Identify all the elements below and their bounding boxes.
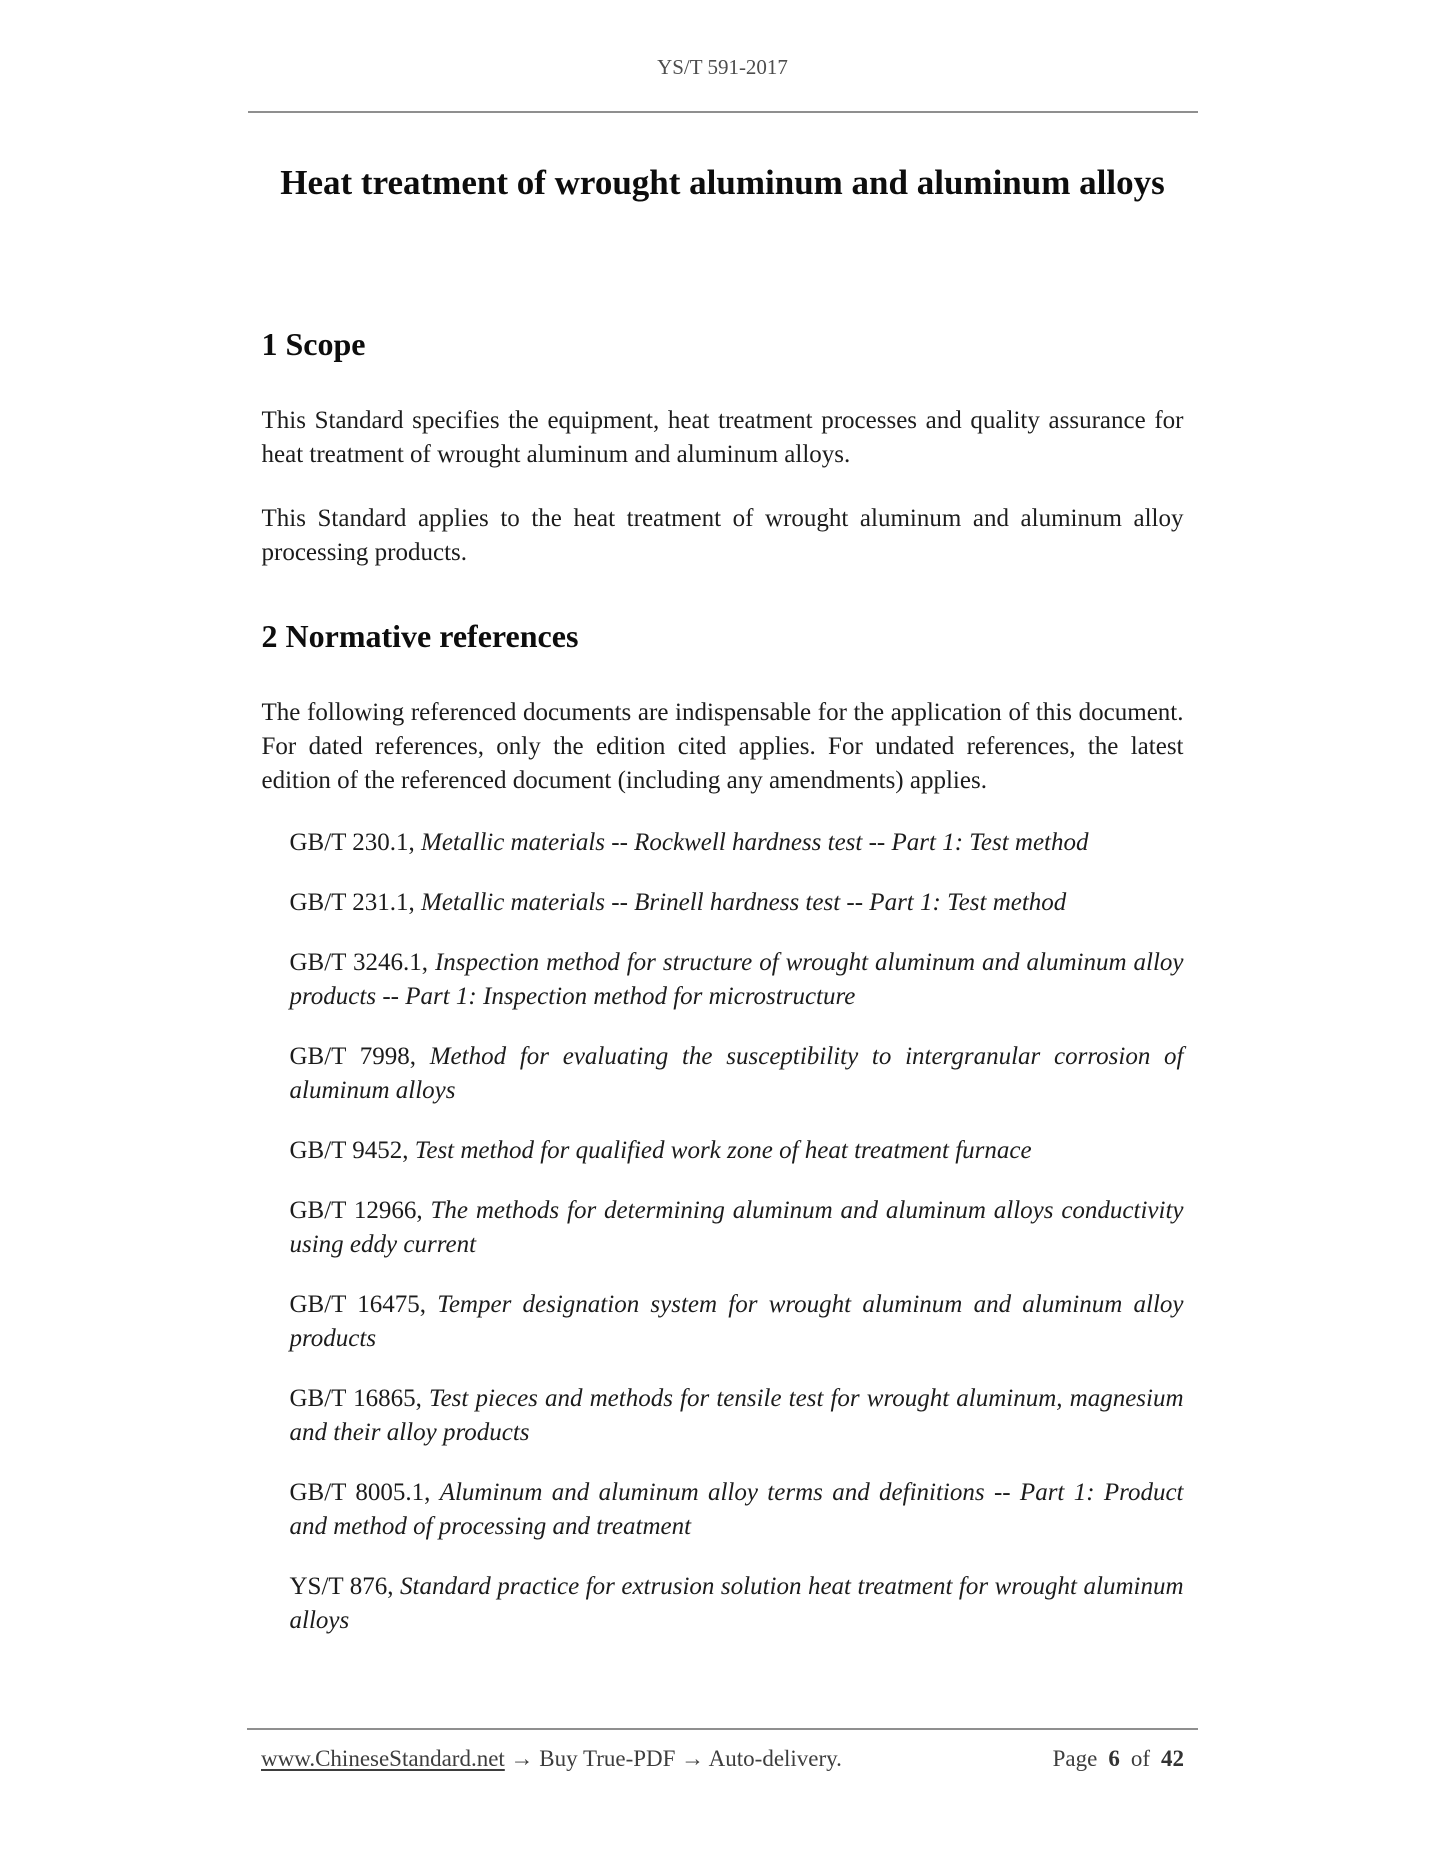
reference-title: Temper designation system for wrought aluminum and aluminum alloy products bbox=[289, 1291, 1184, 1352]
normative-references-intro: The following referenced documents are indispensable for the application of this document. For dated references, only the edition cited applies. For undated references, the latest edition of the referenced document (including any amendments) applies. bbox=[261, 699, 1184, 794]
page-total: 42 bbox=[1161, 1746, 1184, 1771]
reference-item bbox=[290, 1134, 1184, 1168]
page-number: 6 bbox=[1108, 1746, 1120, 1771]
section-heading-normative-references: 2 Normative references bbox=[261, 618, 579, 654]
reference-code: GB/T 8005.1, bbox=[289, 1479, 431, 1506]
reference-title: The methods for determining aluminum and aluminum alloys conductivity using eddy current bbox=[289, 1197, 1184, 1258]
footer-tagline bbox=[261, 1744, 842, 1774]
page-header-standard-code: YS/T 591-2017 bbox=[657, 55, 788, 79]
reference-item bbox=[290, 1476, 1184, 1544]
footer-tagline-text: → Buy True-PDF → Auto-delivery. bbox=[510, 1746, 842, 1771]
page-footer bbox=[247, 1744, 1198, 1774]
reference-code: GB/T 3246.1, bbox=[289, 949, 428, 976]
reference-item bbox=[290, 826, 1184, 860]
reference-title: Standard practice for extrusion solution heat treatment for wrought aluminum alloys bbox=[289, 1573, 1184, 1634]
header-divider bbox=[248, 111, 1198, 113]
reference-code: GB/T 7998, bbox=[289, 1043, 416, 1070]
reference-title: Inspection method for structure of wrought aluminum and aluminum alloy products -- Part 1: Inspection method for microstructure bbox=[289, 949, 1184, 1010]
reference-title: Metallic materials -- Rockwell hardness test -- Part 1: Test method bbox=[421, 829, 1089, 856]
page-indicator bbox=[1053, 1744, 1184, 1774]
scope-paragraph-1: This Standard specifies the equipment, heat treatment processes and quality assurance for heat treatment of wrought aluminum and aluminum alloys. bbox=[261, 407, 1184, 468]
reference-item bbox=[290, 946, 1184, 1014]
footer-site-link[interactable]: www.ChineseStandard.net bbox=[261, 1746, 505, 1771]
of-label: of bbox=[1130, 1746, 1150, 1771]
reference-title: Aluminum and aluminum alloy terms and definitions -- Part 1: Product and method of processing and treatment bbox=[289, 1479, 1184, 1540]
reference-code: GB/T 16865, bbox=[289, 1385, 422, 1412]
references-list bbox=[262, 826, 1184, 1638]
reference-title: Method for evaluating the susceptibility to intergranular corrosion of aluminum alloys bbox=[289, 1043, 1184, 1104]
reference-item bbox=[290, 1288, 1184, 1356]
section-heading-scope: 1 Scope bbox=[261, 326, 366, 362]
scope-paragraph-2: This Standard applies to the heat treatment of wrought aluminum and aluminum alloy processing products. bbox=[261, 505, 1184, 566]
reference-item bbox=[290, 1570, 1184, 1638]
document-title: Heat treatment of wrought aluminum and aluminum alloys bbox=[280, 163, 1165, 202]
reference-title: Test pieces and methods for tensile test for wrought aluminum, magnesium and their alloy products bbox=[289, 1385, 1184, 1446]
footer-divider bbox=[247, 1728, 1198, 1730]
reference-code: GB/T 12966, bbox=[289, 1197, 423, 1224]
reference-code: GB/T 230.1, bbox=[289, 829, 415, 856]
reference-item bbox=[290, 1382, 1184, 1450]
reference-code: GB/T 16475, bbox=[289, 1291, 426, 1318]
reference-title: Test method for qualified work zone of heat treatment furnace bbox=[414, 1137, 1032, 1164]
reference-title: Metallic materials -- Brinell hardness test -- Part 1: Test method bbox=[421, 889, 1067, 916]
reference-code: GB/T 9452, bbox=[289, 1137, 409, 1164]
reference-code: YS/T 876, bbox=[289, 1573, 394, 1600]
reference-code: GB/T 231.1, bbox=[289, 889, 415, 916]
reference-item bbox=[290, 886, 1184, 920]
page-label: Page bbox=[1052, 1746, 1098, 1771]
reference-item bbox=[290, 1040, 1184, 1108]
reference-item bbox=[290, 1194, 1184, 1262]
